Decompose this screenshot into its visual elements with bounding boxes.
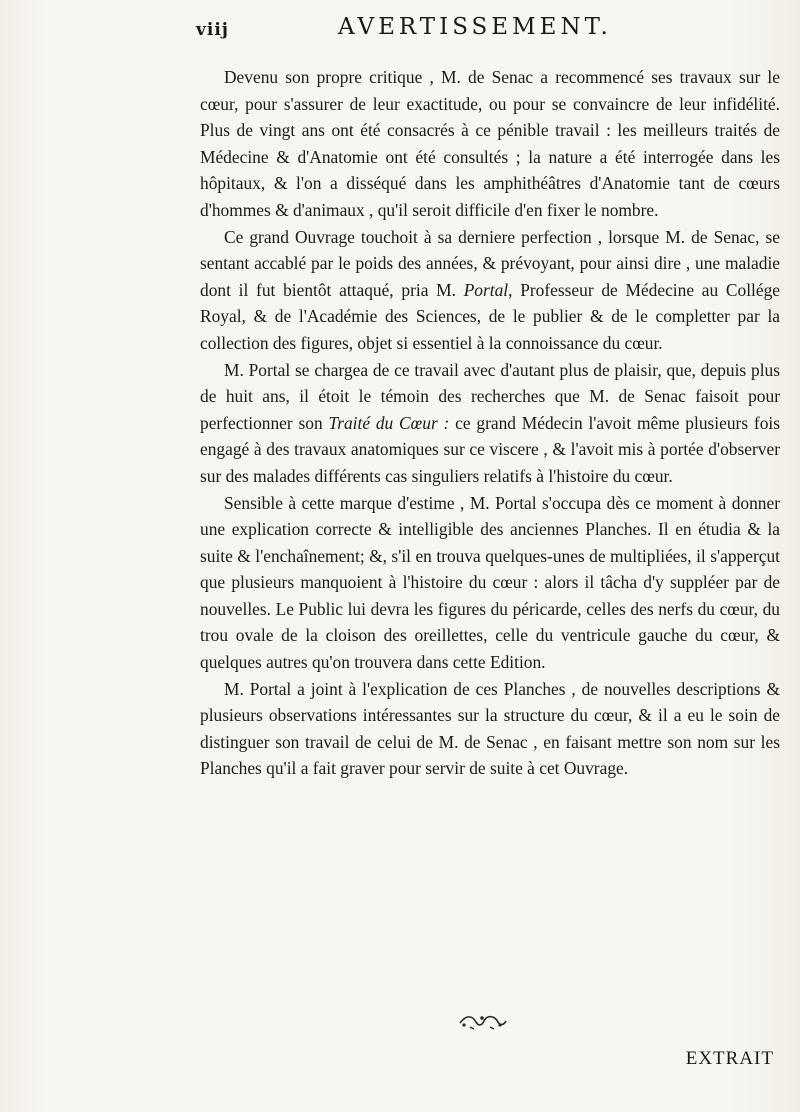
paragraph-4 bbox=[200, 490, 780, 676]
paragraph-2 bbox=[200, 224, 780, 357]
page-header bbox=[196, 14, 766, 42]
paragraph-1 bbox=[200, 64, 780, 224]
paragraph-5 bbox=[200, 676, 780, 782]
paragraph-2-italic-name: Portal bbox=[463, 279, 509, 300]
paragraph-3-text-before: M. Portal se chargea de ce travail avec d'autant plus de plaisir, que, depuis plus de huit ans, il étoit le témoin des recherches que M. de Senac faisoit pour perfectionner son bbox=[200, 359, 780, 433]
fleuron-ornament-icon bbox=[456, 1013, 508, 1031]
paragraph-2-text-after: , Professeur de Médecine au Collége Royal, & de l'Académie des Sciences, de le publier & de le completter par la collection des figures, objet si essentiel à la connoissance du cœur. bbox=[200, 279, 780, 353]
paragraph-2-text-before: Ce grand Ouvrage touchoit à sa derniere perfection , lorsque M. de Senac, se sentant accablé par le poids des années, & prévoyant, pour ainsi dire , une maladie dont il fut bientôt attaqué, pria M. bbox=[200, 226, 780, 300]
paragraph-3-italic-title: Traité du Cœur : bbox=[328, 412, 450, 433]
catchword: EXTRAIT bbox=[685, 1048, 774, 1069]
paragraph-1-text: Devenu son propre critique , M. de Senac a recommencé ses travaux sur le cœur, pour s'assurer de leur exactitude, ou pour se convaincre de leur infidélité. Plus de vingt ans ont été consacrés à ce pénible travail : les meilleurs traités de Médecine & d'Anatomie ont été consultés ; la nature a été interrogée dans les hôpitaux, & l'on a disséqué dans les amphithéâtres d'Anatomie tant de cœurs d'hommes & d'animaux , qu'il seroit difficile d'en fixer le nombre. bbox=[200, 67, 780, 220]
paragraph-4-text: Sensible à cette marque d'estime , M. Portal s'occupa dès ce moment à donner une explication correcte & intelligible des anciennes Planches. Il en étudia & la suite & l'enchaînement; &, s'il en trouva quelques-unes de multipliées, il s'apperçut que plusieurs manquoient à l'histoire du cœur : alors il tâcha d'y suppléer par de nouvelles. Le Public lui devra les figures du péricarde, celles des nerfs du cœur, du trou ovale de la cloison des oreillettes, celle du ventricule gauche du cœur, & quelques autres qu'on trouvera dans cette Edition. bbox=[200, 492, 780, 673]
paragraph-5-text: M. Portal a joint à l'explication de ces Planches , de nouvelles descriptions & plusieurs observations intéressantes sur la structure du cœur, & il a eu le soin de distinguer son travail de celui de M. de Senac , en faisant mettre son nom sur les Planches qu'il a fait graver pour servir de suite à cet Ouvrage. bbox=[200, 678, 780, 779]
body-text bbox=[200, 64, 780, 782]
page-folio: viij bbox=[196, 20, 229, 40]
running-title: AVERTISSEMENT. bbox=[338, 14, 612, 40]
paragraph-3 bbox=[200, 357, 780, 490]
paragraph-3-text-after: ce grand Médecin l'avoit même plusieurs fois engagé à des travaux anatomiques sur ce viscere , & l'avoit mis à portée d'observer sur des malades différents cas singuliers relatifs à l'histoire du cœur. bbox=[200, 412, 780, 486]
